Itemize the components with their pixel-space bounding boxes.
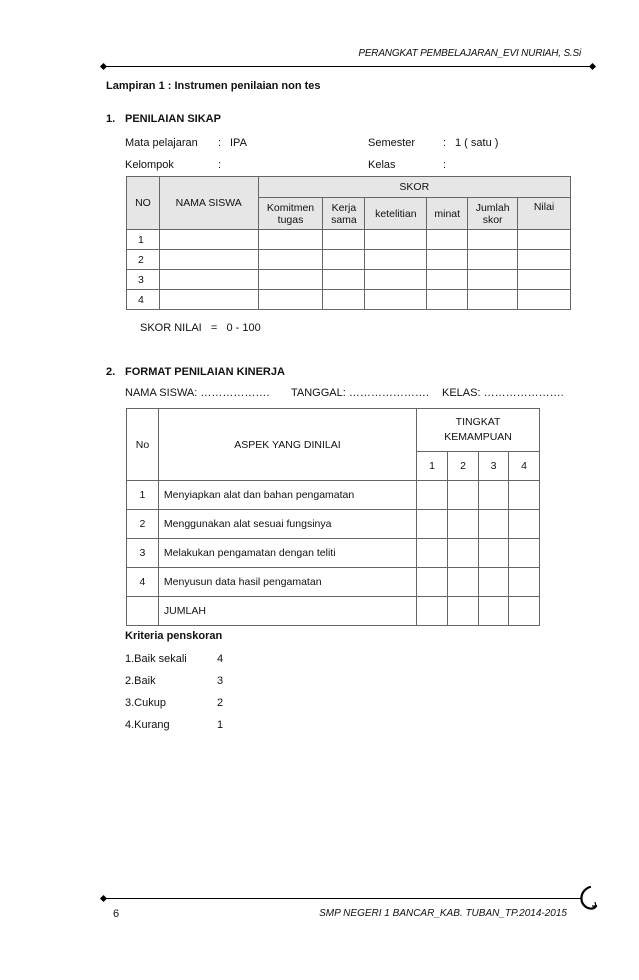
col-komitmen-header: Komitmen tugas	[258, 198, 323, 230]
kinerja-table	[126, 408, 540, 626]
mapel-value: IPA	[230, 137, 247, 149]
table-row	[127, 270, 571, 290]
col-no-header: No	[127, 409, 159, 481]
kriteria-value: 2	[217, 697, 224, 709]
semester-value: 1 ( satu )	[455, 137, 499, 149]
table-row	[127, 290, 571, 310]
col-nilai-header: Nilai	[518, 198, 571, 230]
jumlah-label: JUMLAH	[158, 597, 416, 626]
header-rule-right-dot	[589, 63, 596, 70]
row-number: 2	[127, 510, 159, 539]
aspek-text: Menyiapkan alat dan bahan pengamatan	[158, 481, 416, 510]
nama-siswa-field: NAMA SISWA: ……………….	[125, 387, 270, 399]
level-4-header: 4	[509, 452, 540, 481]
row-number: 3	[127, 270, 160, 290]
footer-rule	[105, 898, 581, 899]
table-row	[127, 250, 571, 270]
kelas-colon: :	[443, 159, 447, 171]
header-rule-left-dot	[100, 63, 107, 70]
aspek-text: Menyusun data hasil pengamatan	[158, 568, 416, 597]
section2-title: FORMAT PENILAIAN KINERJA	[125, 366, 285, 378]
footer-school-text: SMP NEGERI 1 BANCAR_KAB. TUBAN_TP.2014-2015	[319, 908, 567, 919]
mapel-colon: :	[218, 137, 222, 149]
aspek-text: Menggunakan alat sesuai fungsinya	[158, 510, 416, 539]
row-number: 4	[127, 568, 159, 597]
kriteria-value: 1	[217, 719, 224, 731]
table-row	[127, 539, 540, 568]
level-3-header: 3	[479, 452, 509, 481]
footer-swirl-icon	[574, 884, 598, 912]
semester-colon: :	[443, 137, 447, 149]
row-number: 1	[127, 230, 160, 250]
kriteria-value: 4	[217, 653, 224, 665]
col-no-header: NO	[127, 177, 160, 230]
page-number: 6	[113, 908, 120, 920]
kelompok-label: Kelompok	[125, 159, 174, 171]
col-skor-header: SKOR	[258, 177, 570, 198]
col-aspek-header: ASPEK YANG DINILAI	[158, 409, 416, 481]
row-number: 4	[127, 290, 160, 310]
kriteria-label: 3.Cukup	[125, 697, 166, 709]
kriteria-label: 1.Baik sekali	[125, 653, 187, 665]
col-nama-siswa-header: NAMA SISWA	[159, 177, 258, 230]
kelas-field: KELAS: ………………….	[442, 387, 564, 399]
section2-number: 2.	[106, 366, 116, 378]
footer-rule-left-dot	[100, 895, 107, 902]
kriteria-label: 4.Kurang	[125, 719, 170, 731]
col-minat-header: minat	[427, 198, 468, 230]
level-2-header: 2	[448, 452, 479, 481]
table-row-total	[127, 597, 540, 626]
semester-label: Semester	[368, 137, 416, 149]
table-row	[127, 230, 571, 250]
mapel-label: Mata pelajaran	[125, 137, 198, 149]
appendix-title: Lampiran 1 : Instrumen penilaian non tes	[106, 80, 321, 92]
col-kerja-sama-header: Kerja sama	[323, 198, 365, 230]
table-row	[127, 568, 540, 597]
skor-nilai-text: SKOR NILAI = 0 - 100	[140, 322, 261, 334]
kriteria-value: 3	[217, 675, 224, 687]
kelompok-colon: :	[218, 159, 222, 171]
section1-title: PENILAIAN SIKAP	[125, 113, 221, 125]
col-jumlah-skor-header: Jumlah skor	[468, 198, 518, 230]
level-1-header: 1	[417, 452, 448, 481]
kelas-label: Kelas	[368, 159, 396, 171]
col-ketelitian-header: ketelitian	[365, 198, 427, 230]
table-row	[127, 510, 540, 539]
header-rule	[105, 66, 593, 67]
section1-number: 1.	[106, 113, 116, 125]
table-row	[127, 481, 540, 510]
page-header-text: PERANGKAT PEMBELAJARAN_EVI NURIAH, S.Si	[358, 48, 581, 59]
col-tingkat-kemampuan-header: TINGKAT KEMAMPUAN	[417, 409, 540, 452]
row-number: 1	[127, 481, 159, 510]
kriteria-title: Kriteria penskoran	[125, 630, 223, 642]
row-number: 2	[127, 250, 160, 270]
kriteria-label: 2.Baik	[125, 675, 156, 687]
row-number: 3	[127, 539, 159, 568]
aspek-text: Melakukan pengamatan dengan teliti	[158, 539, 416, 568]
tanggal-field: TANGGAL: ………………….	[291, 387, 429, 399]
sikap-table	[126, 176, 571, 310]
